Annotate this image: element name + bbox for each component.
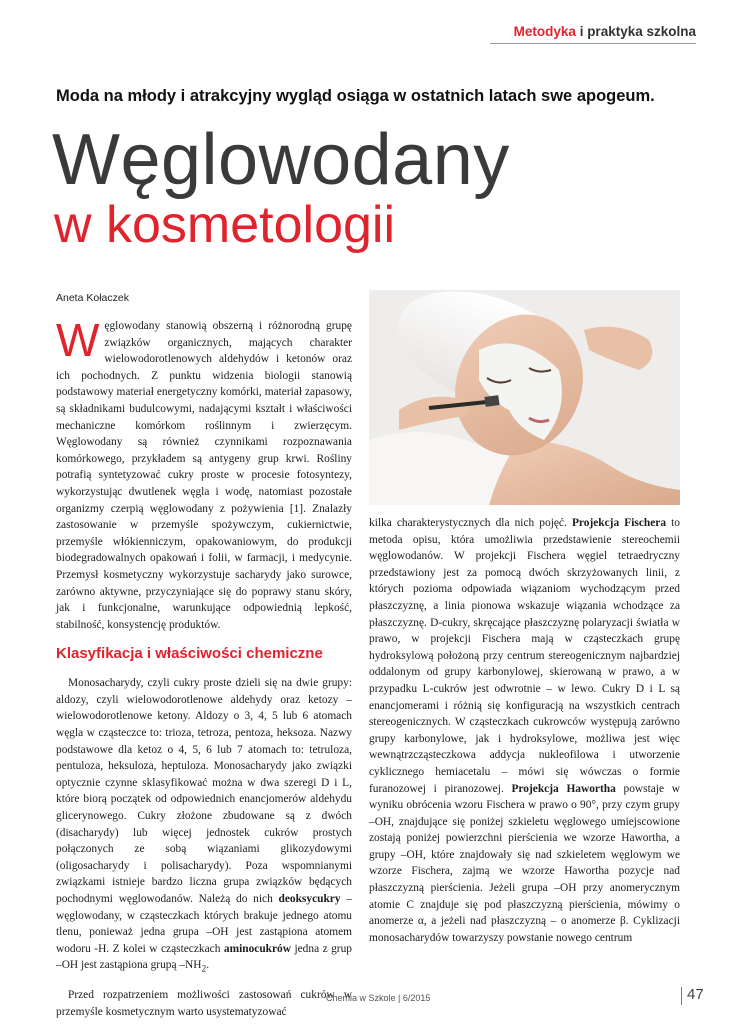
paragraph-projections — [369, 515, 680, 946]
article-title-line1: Węglowodany — [52, 120, 510, 200]
footer-divider — [681, 987, 682, 1005]
paragraph-text: – węglowodany, w cząsteczkach których brakuje jednego atomu tlenu, ponieważ jedna grupa –OH jest zastąpiona atomem wodoru -H. Z kolei w cząsteczkach — [56, 893, 352, 955]
page-number: 47 — [687, 986, 704, 1003]
dropcap-letter: W — [56, 314, 100, 366]
paragraph-text: to metoda opisu, która umożliwia przedstawienie stereochemii węglowodanów. W projekcji Fischera węgiel tetraedryczny przedstawiony jest za pomocą dwóch skrzyżowanych linii, z których pozioma odpowiada wiązaniom wychodzącym przed płaszczyznę, a linia pionowa wskazuje wiązania wchodzące za płaszczyznę. D-cukry, skręcające płaszczyznę polaryzacji światła w prawo, w projekcji Fischera mają w cząsteczkach grupę hydroksylową położoną przy centrum stereogenicznym najbardziej oddalonym od grupy karbonylowej, skierowaną w prawo, a w przypadku L-cukrów jest odwrotnie – w lewo. Cukry D i L są enancjomerami i różnią się konfiguracją na wszystkich centrach stereogenicznych. W cząsteczkach cukrowców występują zarówno grupy karbonylowe, jak i hydroksylowe, możliwa jest więc wewnątrzcząsteczkowa addycja nukleofilowa i utworzenie cyklicznego hemiacetalu – mówi się wówczas o formie furanozowej i piranozowej. — [369, 517, 680, 795]
article-column-left — [56, 314, 352, 1024]
article-subtitle: Moda na młody i atrakcyjny wygląd osiąga w ostatnich latach swe apogeum. — [56, 87, 655, 105]
article-author: Aneta Kołaczek — [56, 292, 129, 304]
paragraph-text: jedna z grup –OH jest zastąpiona grupą –NH — [56, 942, 352, 972]
bold-term-deoxysugars: deoksycukry — [278, 893, 341, 905]
article-title-line2: w kosmetologii — [54, 196, 396, 254]
section-divider — [490, 43, 696, 44]
bold-term-haworth: Projekcja Hawortha — [511, 782, 616, 795]
photo-illustration — [369, 290, 680, 505]
paragraph-text: powstaje w wyniku obrócenia wzoru Fischera w prawo o 90°, przy czym grupy –OH, znajdujące się poniżej szkieletu węglowego umiejscowione zostają poniżej powierzchni pierścienia we wzorze Hawortha, a grupy –OH, które znajdowały się nad szkieletem węglowym we wzorze Fischera, zajmą we wzorze Hawortha pozycje nad płaszczyzną pierścienia. Jeżeli grupa –OH przy anomerycznym atomie C znajduje się pod płaszczyzną pierścienia, mówimy o anomerze α, a jeżeli nad płaszczyzną – o anomerze β. Cyklizacji monosacharydów towarzyszy powstanie nowego centrum — [369, 782, 680, 944]
intro-paragraph — [56, 314, 352, 633]
footer-journal: Chemia w Szkole | 6/2015 — [326, 993, 431, 1003]
section-tag-rest: i praktyka szkolna — [575, 24, 696, 39]
paragraph-before-review: Przed rozpatrzeniem możliwości zastosowań cukrów w przemyśle kosmetycznym warto usystematyzować — [56, 989, 352, 1018]
section-tag-accent: Metodyka — [513, 24, 576, 39]
intro-text: ęglowodany stanowią obszerną i różnorodną grupę związków organicznych, mających charakter wielowodorotlenowych aldehydów i ketonów oraz ich pochodnych. Z punktu widzenia biologii stanowią podstawowy materiał energetyczny komórki, materiał zapasowy, są składnikami budulcowymi, nadającymi kształt i właściwości mechaniczne komórkom roślinnym i zwierzęcym. Węglowodany są również czynnikami rozpoznawania komórkowego, przykładem są antygeny grup krwi. Rośliny potrafią syntetyzować cukry proste w procesie fotosyntezy, wykorzystując dwutlenek węgla i wodę, natomiast pozostałe organizmy czerpią węglowodany z pożywienia [1]. Znalazły zastosowanie w przemyśle spożywczym, cukiernictwie, przemyśle włókienniczym, opakowaniowym, do produkcji biodegradowalnych opakowań i folii, w farmacji, i medycynie. Przemysł kosmetyczny wykorzystuje sacharydy jako surowce, zarówno aktywne, przyczyniające się do poprawy stanu skóry, jak i funkcjonalne, warunkujące odpowiednią lepkość, stabilność, konsystencję produktów. — [56, 320, 352, 631]
paragraph-text: Monosacharydy, czyli cukry proste dzieli się na dwie grupy: aldozy, czyli wielowodorotlenowe aldehydy oraz ketozy – wielowodorotlenowe ketony. Aldozy o 3, 4, 5 lub 6 atomach węgla w cząsteczce to: trioza, tetroza, pentoza, heksoza. Nazwy podstawowe dla ketoz o 4, 5, 6 lub 7 atomach to: tetruloza, pentuloza, heksuloza, heptuloza. Monosacharydy jako związki optycznie czynne sklasyfikować można w dwa szeregi D i L, które biorą początek od odpowiednich enancjomerów aldehydu glicerynowego. Cukry złożone zbudowane są z dwóch (disacharydy) lub więcej jednostek cukrów prostych połączonych ze sobą wiązaniami glikozydowymi (oligosacharydy i polisacharydy). Poza wspomnianymi związkami istnieje bardzo liczna grupa związków będących pochodnymi węglowodanów. Należą do nich — [56, 677, 352, 905]
paragraph-monosaccharides — [56, 675, 352, 978]
article-column-right — [369, 515, 680, 946]
cosmetic-treatment-photo — [369, 290, 680, 505]
section-heading: Klasyfikacja i właściwości chemiczne — [56, 645, 323, 663]
paragraph-text: kilka charakterystycznych dla nich pojęć. — [369, 517, 572, 529]
bold-term-aminosugars: aminocukrów — [223, 942, 291, 955]
subscript: 2 — [201, 964, 207, 975]
section-tag — [514, 24, 696, 39]
paragraph-text: . — [206, 959, 210, 972]
bold-term-fischer: Projekcja Fischera — [571, 517, 667, 529]
